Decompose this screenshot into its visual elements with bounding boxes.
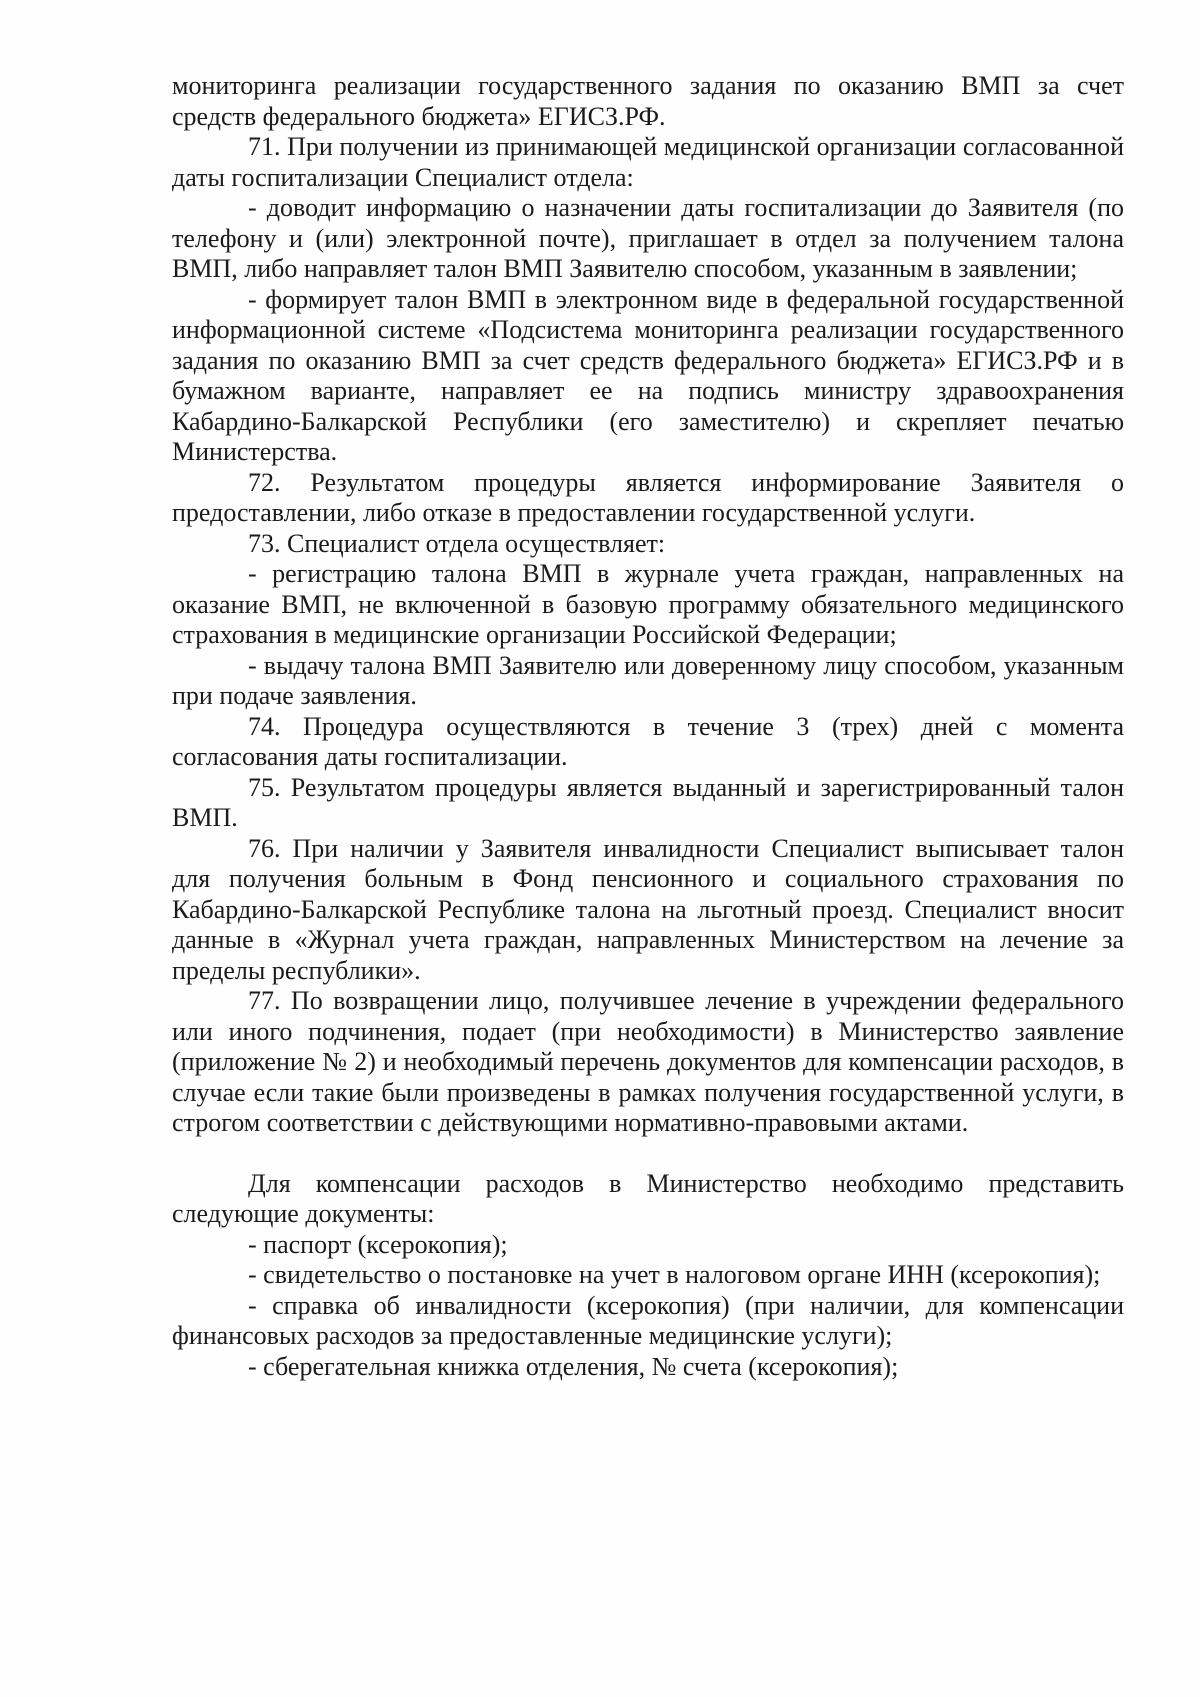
paragraph-75: 75. Результатом процедуры является выданный и зарегистрированный талон ВМП. — [172, 772, 1124, 832]
paragraph-72: 72. Результатом процедуры является информирование Заявителя о предоставлении, либо отказе в предоставлении государственной услуги. — [172, 467, 1124, 527]
list-item-savings-book: - сберегательная книжка отделения, № счета (ксерокопия); — [248, 1351, 899, 1381]
list-item-inform-applicant: - доводит информацию о назначении даты госпитализации до Заявителя (по телефону и (или) электронной почте), приглашает в отдел за получением талона ВМП, либо направляет талон ВМП Заявителю способом, указанным в заявлении; — [172, 193, 1124, 283]
list-item-inn-certificate: - свидетельство о постановке на учет в налоговом органе ИНН (ксерокопия); — [248, 1260, 1101, 1289]
paragraph-continuation: мониторинга реализации государственного задания по оказанию ВМП за счет средств федерального бюджета» ЕГИСЗ.РФ. — [172, 71, 1124, 131]
list-item-disability-certificate: - справка об инвалидности (ксерокопия) (при наличии, для компенсации финансовых расходов за предоставленные медицинские услуги); — [172, 1290, 1124, 1350]
document-body — [172, 71, 1124, 1382]
paragraph-compensation-docs: Для компенсации расходов в Министерство необходимо представить следующие документы: — [172, 1168, 1124, 1228]
list-item-registration: - регистрацию талона ВМП в журнале учета граждан, направленных на оказание ВМП, не включенной в базовую программу обязательного медицинского страхования в медицинские организации Российской Федерации; — [172, 559, 1124, 649]
paragraph-gap — [172, 1139, 1124, 1169]
paragraph-77: 77. По возвращении лицо, получившее лечение в учреждении федерального или иного подчинения, подает (при необходимости) в Министерство заявление (приложение № 2) и необходимый перечень документов для компенсации расходов, в случае если такие были произведены в рамках получения государственной услуги, в строгом соответствии с действующими нормативно-правовыми актами. — [172, 986, 1124, 1137]
paragraph-71: 71. При получении из принимающей медицинской организации согласованной даты госпитализации Специалист отдела: — [172, 132, 1124, 192]
list-item-form-talon: - формирует талон ВМП в электронном виде в федеральной государственной информационной системе «Подсистема мониторинга реализации государственного задания по оказанию ВМП за счет средств федерального бюджета» ЕГИСЗ.РФ и в бумажном варианте, направляет ее на подпись министру здравоохранения Кабардино-Балкарской Республики (его заместителю) и скрепляет печатью Министерства. — [172, 284, 1124, 466]
paragraph-73: 73. Специалист отдела осуществляет: — [248, 528, 666, 558]
list-item-passport: - паспорт (ксерокопия); — [248, 1229, 508, 1259]
list-item-issue-talon: - выдачу талона ВМП Заявителю или доверенному лицу способом, указанным при подаче заявления. — [172, 650, 1124, 710]
paragraph-74: 74. Процедура осуществляются в течение 3 (трех) дней с момента согласования даты госпитализации. — [172, 711, 1124, 771]
paragraph-76: 76. При наличии у Заявителя инвалидности Специалист выписывает талон для получения больным в Фонд пенсионного и социального страхования по Кабардино-Балкарской Республике талона на льготный проезд. Специалист вносит данные в «Журнал учета граждан, направленных Министерством на лечение за пределы республики». — [172, 833, 1124, 985]
